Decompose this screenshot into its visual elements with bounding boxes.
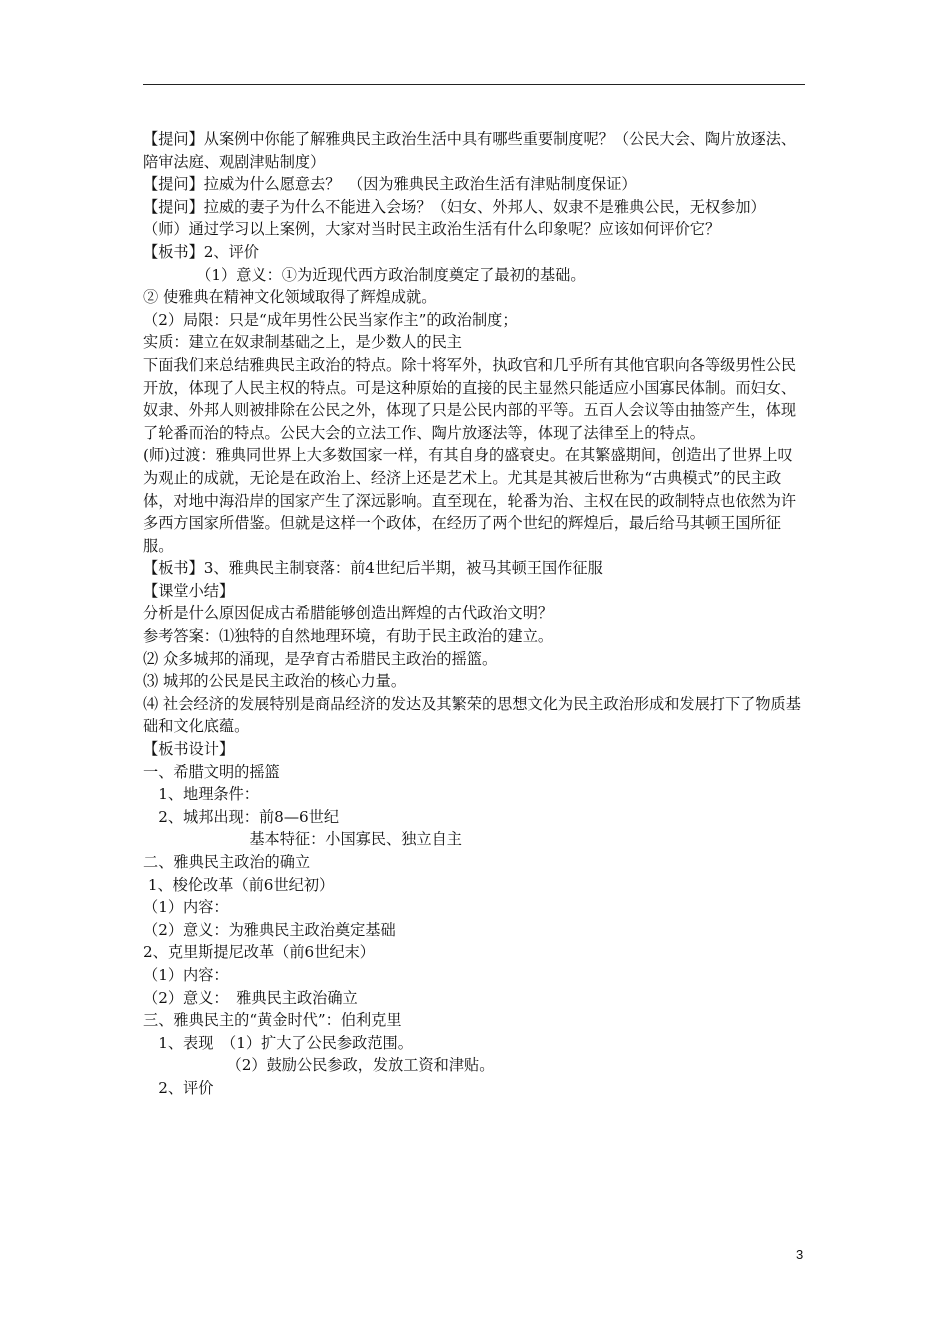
text-line: ② 使雅典在精神文化领域取得了辉煌成就。 bbox=[143, 288, 437, 307]
text-line: （2）意义：为雅典民主政治奠定基础 bbox=[143, 920, 396, 939]
text-line: （师）通过学习以上案例，大家对当时民主政治生活有什么印象呢？应该如何评价它？ bbox=[143, 220, 721, 239]
page-number: 3 bbox=[796, 1247, 804, 1262]
text-line: （2）意义： 雅典民主政治确立 bbox=[143, 988, 358, 1007]
text-line: 【课堂小结】 bbox=[143, 581, 235, 600]
text-line: 参考答案：⑴独特的自然地理环境，有助于民主政治的建立。 bbox=[143, 627, 554, 646]
lesson-text bbox=[143, 128, 807, 1100]
text-line: （2）鼓励公民参政，发放工资和津贴。 bbox=[143, 1056, 495, 1075]
text-paragraph: ⑷ 社会经济的发展特别是商品经济的发达及其繁荣的思想文化为民主政治形成和发展打下了物质基础和文化底蕴。 bbox=[143, 694, 801, 736]
header-rule bbox=[143, 84, 805, 85]
text-paragraph: (师)过渡：雅典同世界上大多数国家一样，有其自身的盛衰史。在其繁盛期间，创造出了世界上叹为观止的成就，无论是在政治上、经济上还是艺术上。尤其是其被后世称为“古典模式”的民主政体，对地中海沿岸的国家产生了深远影响。直至现在，轮番为治、主权在民的政制特点也依然为许多西方国家所借鉴。但就是这样一个政体，在经历了两个世纪的辉煌后，最后给马其顿王国所征服。 bbox=[143, 446, 797, 555]
text-line: 2、城邦出现：前8—6世纪 bbox=[143, 807, 340, 826]
text-line: 【提问】拉威的妻子为什么不能进入会场？（妇女、外邦人、奴隶不是雅典公民，无权参加） bbox=[143, 197, 766, 216]
text-line: （1）意义：①为近现代西方政治制度奠定了最初的基础。 bbox=[143, 265, 586, 284]
text-line: 【提问】拉威为什么愿意去？ （因为雅典民主政治生活有津贴制度保证） bbox=[143, 175, 637, 194]
text-line: 一、希腊文明的摇篮 bbox=[143, 762, 280, 781]
text-line: 三、雅典民主的“黄金时代”：伯利克里 bbox=[143, 1011, 402, 1030]
text-line: 1、地理条件： bbox=[143, 785, 259, 804]
text-line: 【板书设计】 bbox=[143, 740, 235, 759]
text-line: ⑵ 众多城邦的涌现，是孕育古希腊民主政治的摇篮。 bbox=[143, 649, 498, 668]
text-line: 实质：建立在奴隶制基础之上，是少数人的民主 bbox=[143, 333, 462, 352]
text-line: （1）内容： bbox=[143, 965, 229, 984]
text-line: 【板书】2、评价 bbox=[143, 242, 259, 261]
text-line: 【板书】3、雅典民主制衰落：前4世纪后半期，被马其顿王国作征服 bbox=[143, 559, 603, 578]
text-line: （1）内容： bbox=[143, 898, 229, 917]
text-line: 二、雅典民主政治的确立 bbox=[143, 853, 311, 871]
text-line: 分析是什么原因促成古希腊能够创造出辉煌的古代政治文明？ bbox=[143, 604, 554, 623]
text-line: 基本特征：小国寡民、独立自主 bbox=[143, 830, 462, 849]
text-line: 2、评价 bbox=[143, 1078, 214, 1097]
text-line: 1、梭伦改革（前6世纪初） bbox=[143, 875, 335, 894]
text-line: （2）局限：只是“成年男性公民当家作主”的政治制度； bbox=[143, 310, 518, 329]
text-line: ⑶ 城邦的公民是民主政治的核心力量。 bbox=[143, 672, 407, 691]
text-line: 2、克里斯提尼改革（前6世纪末） bbox=[143, 943, 375, 962]
text-paragraph: 下面我们来总结雅典民主政治的特点。除十将军外，执政官和几乎所有其他官职向各等级男性公民开放，体现了人民主权的特点。可是这种原始的直接的民主显然只能适应小国寡民体制。而妇女、奴隶、外邦人则被排除在公民之外，体现了只是公民内部的平等。五百人会议等由抽签产生，体现了轮番而治的特点。公民大会的立法工作、陶片放逐法等，体现了法律至上的特点。 bbox=[143, 355, 797, 442]
text-line: 【提问】从案例中你能了解雅典民主政治生活中具有哪些重要制度呢？（公民大会、陶片放逐法、陪审法庭、观剧津贴制度） bbox=[143, 130, 797, 171]
text-line: 1、表现 （1）扩大了公民参政范围。 bbox=[143, 1033, 413, 1052]
